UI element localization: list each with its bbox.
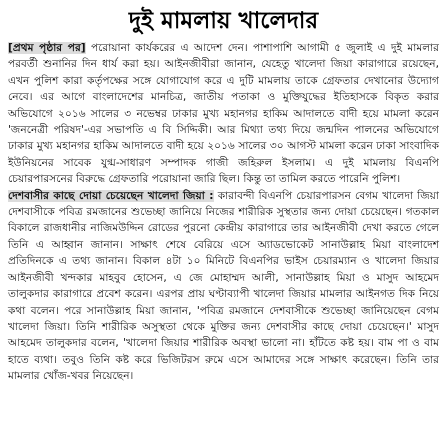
paragraph-1 <box>8 40 439 188</box>
paragraph-1-text: পরোয়ানা কার্যকরের এ আদেশ দেন। পাশাপাশি আগামী ৫ জুলাই এ দুই মামলার পরবর্তী শুনানির দিন ধার্য করা হয়। আইনজীবীরা জানান, যেহেতু খালেদা জিয়া কারাগারে রয়েছেন, এখন পুলিশ কারা কর্তৃপক্ষের সঙ্গে যোগাযোগ করে এ দুটি মামলায় তাকে গ্রেফতার দেখানোর উদ্যোগ নেবে। এর আগে বাংলাদেশের মানচিত্র, জাতীয় পতাকা ও মুক্তিযুদ্ধের ইতিহাসকে বিকৃত করার অভিযোগে ২০১৬ সালের ৩ নভেম্বর ঢাকার মুখ্য মহানগর হাকিম আদালতে বাদী হয়ে মামলা করেন 'জননেত্রী পরিষদ'-এর সভাপতি এ বি সিদ্দিকী। আর মিথ্যা তথ্য দিয়ে জন্মদিন পালনের অভিযোগে ঢাকার মুখ্য মহানগর হাকিম আদালতে বাদী হয়ে ২০১৬ সালের ৩০ আগস্ট মামলা করেন ঢাকা সাংবাদিক ইউনিয়নের সাবেক যুগ্ম-সাধারণ সম্পাদক গাজী জহিরুল ইসলাম। এ দুই মামলায় বিএনপি চেয়ারপারসনের বিরুদ্ধে গ্রেফতারি পরোয়ানা জারি ছিল। কিন্তু তা তামিল করতে পারেনি পুলিশ। <box>8 42 439 186</box>
paragraph-2-text: কারাবন্দী বিএনপি চেয়ারপারসন বেগম খালেদা জিয়া দেশবাসীকে পবিত্র রমজানের শুভেচ্ছা জানিয়ে নিজের শারীরিক সুস্থতার জন্য দোয়া চেয়েছেন। গতকাল বিকালে রাজধানীর নাজিমউদ্দিন রোডের পুরনো কেন্দ্রীয় কারাগারে তার আইনজীবী দেখা করতে গেলে তিনি এ আহ্বান জানান। সাক্ষাৎ শেষে বেরিয়ে এসে অ্যাডভোকেট সানাউল্লাহ মিয়া বাংলাদেশ প্রতিদিনকে এ তথ্য জানান। বিকাল ৪টা ১০ মিনিটে বিএনপির ভাইস চেয়ারম্যান ও খালেদা জিয়ার আইনজীবী খন্দকার মাহবুব হোসেন, এ জে মোহাম্মদ আলী, সানাউল্লাহ মিয়া ও মাসুদ আহমেদ তালুকদার কারাগারে প্রবেশ করেন। এরপর প্রায় ঘণ্টাব্যাপী খালেদা জিয়ার মামলার আইনগত দিক নিয়ে কথা বলেন। পরে সানাউল্লাহ মিয়া জানান, 'পবিত্র রমজানে দেশবাসীকে শুভেচ্ছা জানিয়েছেন বেগম খালেদা জিয়া। তিনি শারীরিক অসুস্থতা থেকে মুক্তির জন্য দেশবাসীর কাছে দোয়া চেয়েছেন।' মাসুদ আহমেদ তালুকদার বলেন, 'খালেদা জিয়ার শারীরিক অবস্থা ভালো না। হাঁটতে কষ্ট হয়। বাম পা ও বাম হাতে ব্যথা। তবুও তিনি কষ্ট করে ভিজিটরস রুমে এসে আমাদের সঙ্গে সাক্ষাৎ করেছেন। তিনি তার মামলার খোঁজ-খবর নিয়েছেন। <box>8 189 439 383</box>
headline: দুই মামলায় খালেদার <box>128 7 319 34</box>
subheading: দেশবাসীর কাছে দোয়া চেয়েছেন খালেদা জিয়া : <box>8 189 214 202</box>
paragraph-2 <box>8 188 439 385</box>
article-body <box>8 40 439 385</box>
continued-label: [প্রথম পৃষ্ঠার পর] <box>8 42 86 54</box>
